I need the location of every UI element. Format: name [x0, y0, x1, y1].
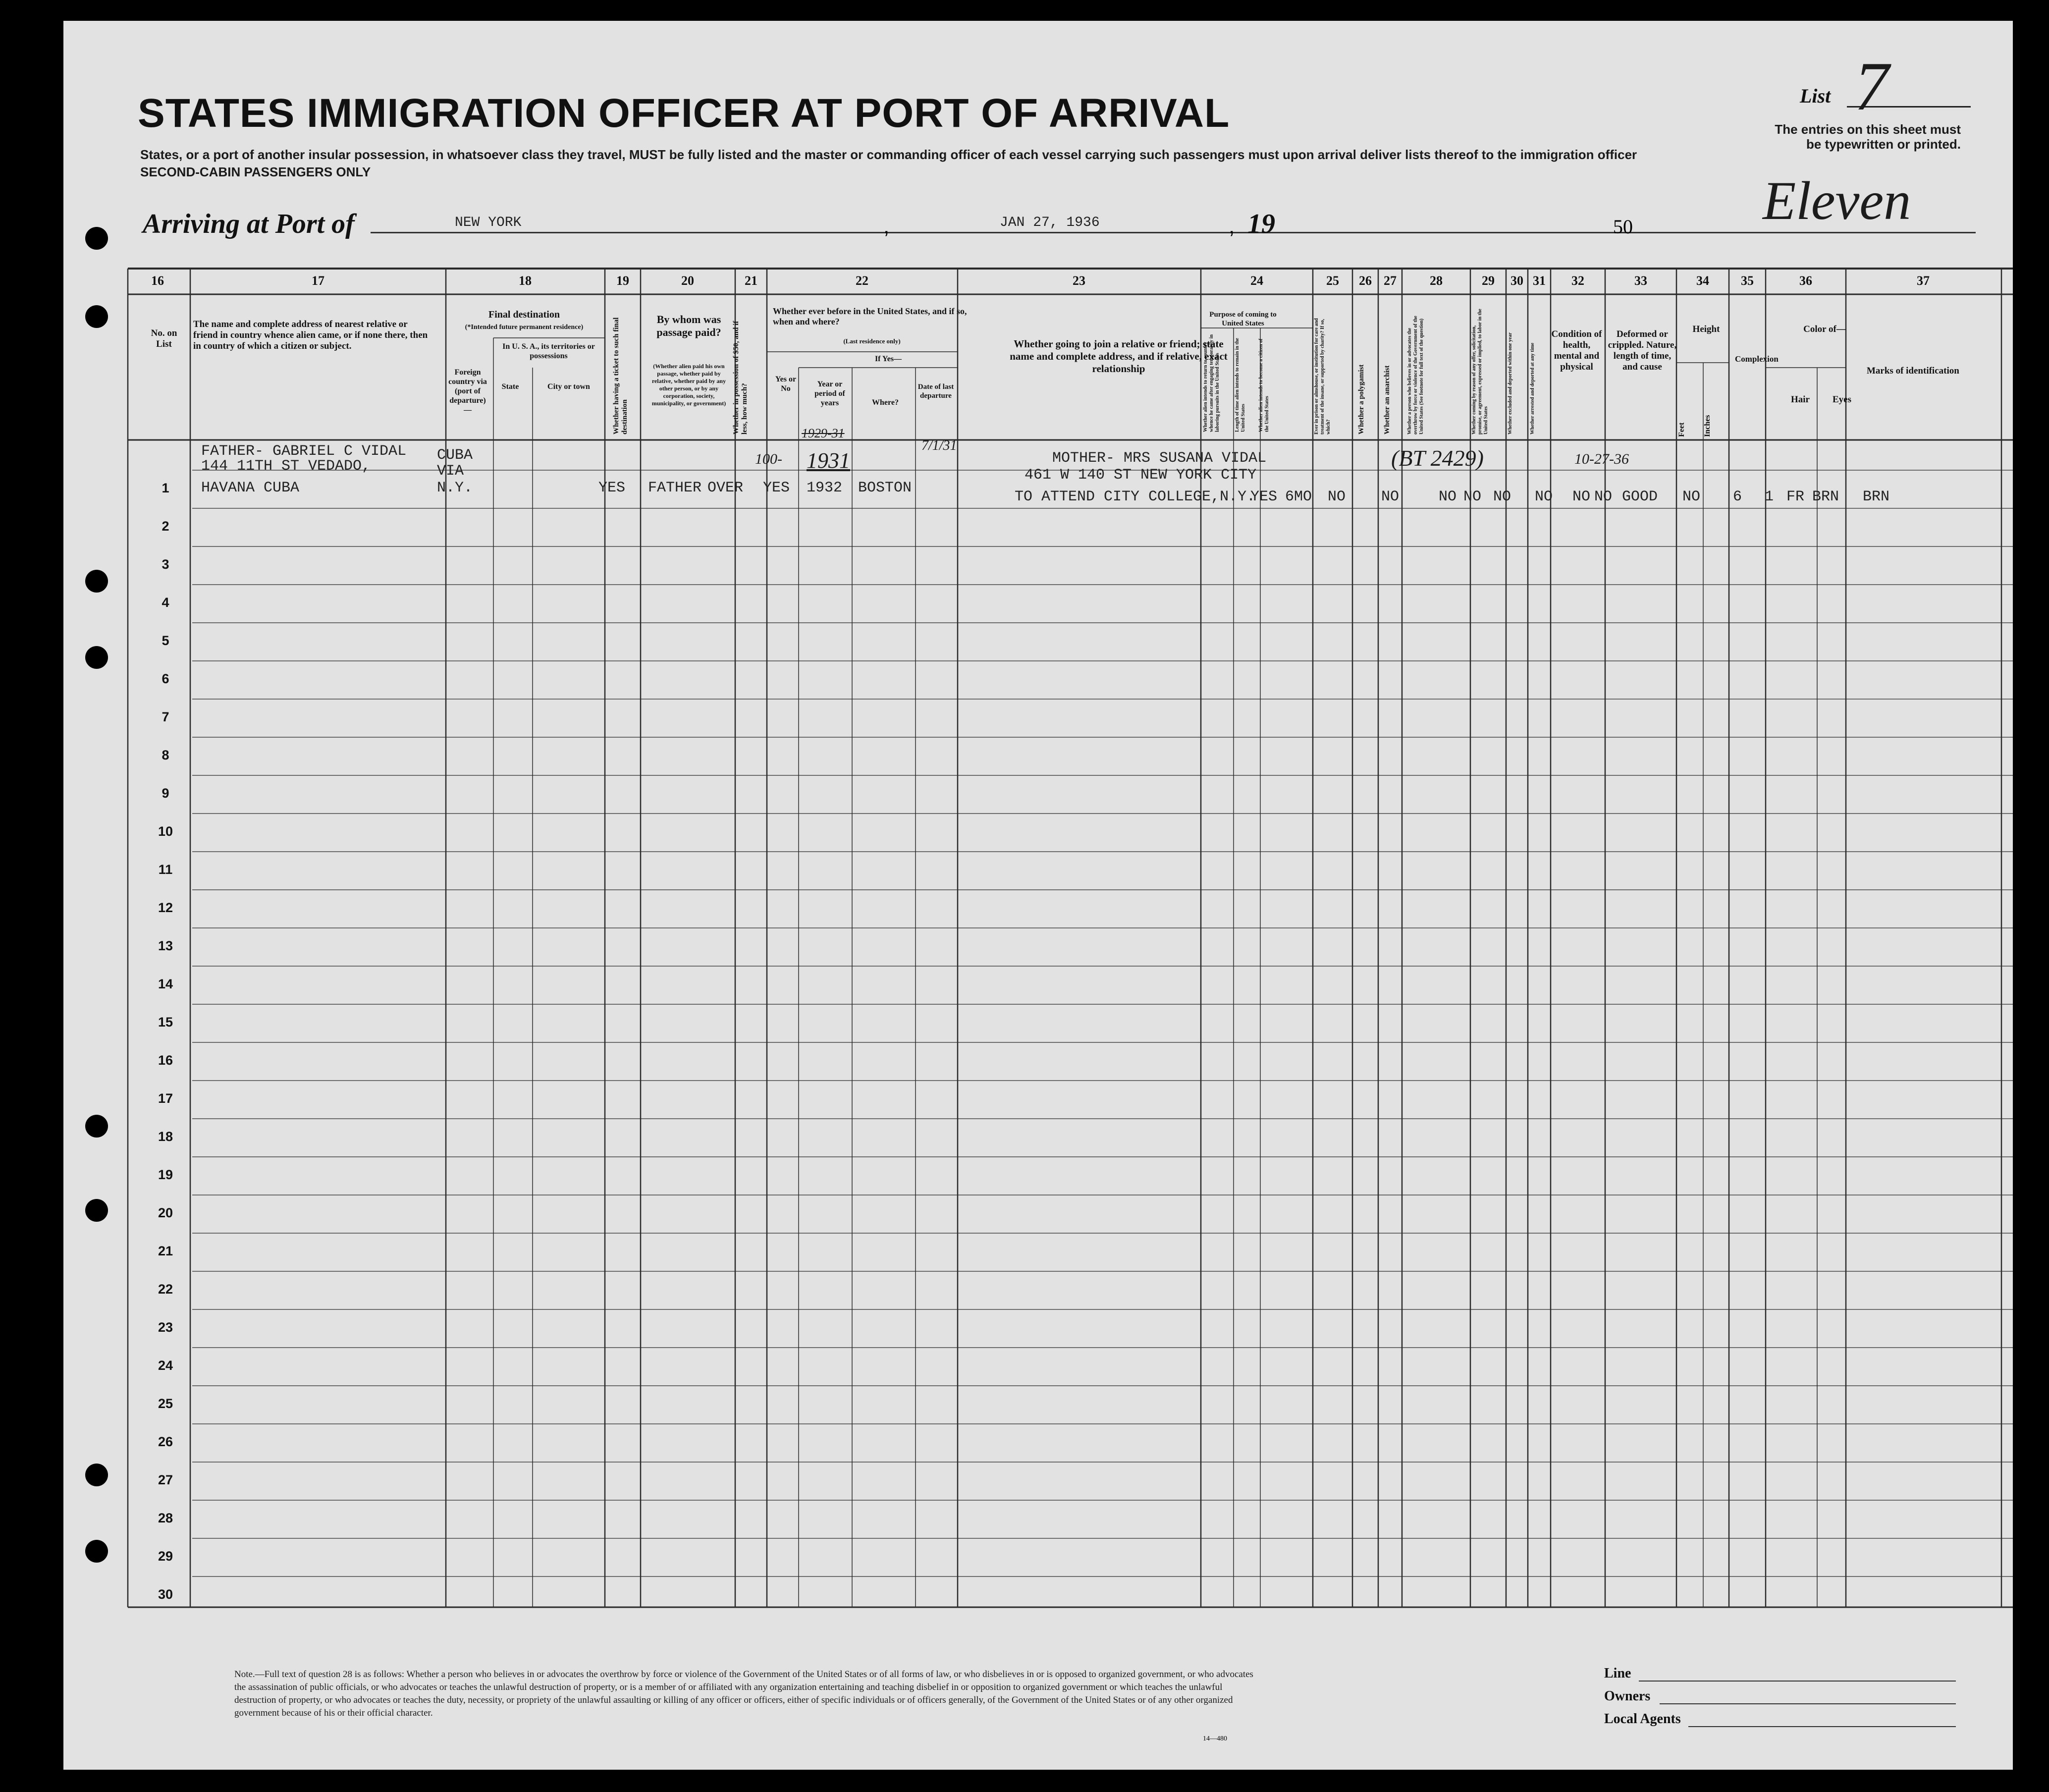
departure-handwritten: 7/1/31 — [921, 438, 957, 453]
arriving-label: Arriving at Port of — [143, 209, 355, 239]
footnote-text: Note.—Full text of question 28 is as follows: Whether a person who believes in or advocates the overthrow by force or violence of the Government of the United States or of all forms of law, or who disbelieves in or is opposed to organized government, or who advocates the assassination of public officials, or who advocates or teaches the unlawful destruction of property, or is a member of or affiliated with any organization entertaining and teaching disbelief in or opposition to organized government or which teaches the unlawful destruction of property, or who advocates or teaches the duty, necessity, or propriety of the unlawful assaulting or killing of any officer or officers, either of specific individuals or of officers generally, of the Government of the United States or of any other organized government because of his or their official character. — [234, 1669, 1253, 1718]
header-color-of: Color of— — [1803, 324, 1846, 334]
row-number: 19 — [158, 1167, 173, 1182]
header-city-town: City or town — [547, 382, 590, 391]
row-number: 8 — [162, 748, 169, 762]
foreign-line-2: VIA — [437, 463, 464, 480]
footnote-q28 — [234, 1668, 1265, 1720]
column-number: 20 — [681, 273, 694, 288]
header-passage-paid-sub: (Whether alien paid his own passage, whether paid by relative, whether paid by any other person, or by any corporation, society, municipality, or government) — [651, 363, 726, 407]
row-number: 11 — [158, 862, 173, 877]
row-number: 4 — [162, 595, 169, 610]
row-number: 15 — [158, 1015, 173, 1030]
list-number-handwritten: 7 — [1854, 48, 1889, 125]
citizen-value: NO — [1328, 489, 1346, 505]
header-return-intent: Whether alien intends to return to country whence he came after engaging temporarily in laboring pursuits in the United States — [1203, 334, 1220, 432]
ticket-value: YES — [598, 480, 626, 496]
column-number: 19 — [616, 273, 629, 288]
header-relative-address: The name and complete address of nearest relative or friend in country whence alien came, or if none there, then in country of which a citizen or subject. — [193, 319, 428, 351]
manifest-grid — [63, 21, 2013, 1770]
annotation-date-handwritten: 10-27-36 — [1574, 451, 1629, 467]
header-yes-or-no: Yes or No — [775, 375, 797, 393]
header-marks-identification: Marks of identification — [1867, 366, 1959, 376]
header-arrested: Whether arrested and deported at any time — [1530, 342, 1535, 434]
comma-mark: , — [883, 214, 890, 238]
local-agents-label: Local Agents — [1604, 1711, 1681, 1727]
column-number: 32 — [1571, 273, 1584, 288]
list-label: List — [1800, 85, 1831, 107]
joining-line-3: TO ATTEND CITY COLLEGE,N.Y. — [1015, 489, 1256, 505]
header-if-yes: If Yes— — [874, 355, 902, 363]
relative-line-2: 144 11TH ST VEDADO, — [201, 458, 371, 475]
where-value: BOSTON — [858, 480, 912, 496]
cabin-class-label: SECOND-CABIN PASSENGERS ONLY — [140, 164, 371, 179]
header-state: State — [501, 382, 519, 391]
row-number: 30 — [158, 1587, 173, 1602]
column-number: 23 — [1073, 273, 1085, 288]
row-number: 13 — [158, 938, 173, 953]
row-number: 5 — [162, 633, 169, 648]
row-number: 28 — [158, 1511, 173, 1525]
years-typed: 1932 — [807, 480, 843, 496]
row-number: 25 — [158, 1396, 173, 1411]
header-year-period: Year or period of years — [814, 380, 845, 407]
return-intent-value: YES — [1250, 489, 1278, 505]
anarchist-value: NO — [1463, 489, 1482, 505]
foreign-line-1: CUBA — [437, 447, 473, 464]
column-number: 33 — [1634, 273, 1647, 288]
row-number: 18 — [158, 1129, 173, 1144]
header-eyes: Eyes — [1833, 394, 1851, 405]
row-number: 17 — [158, 1091, 173, 1106]
relative-line-1: FATHER- GABRIEL C VIDAL — [201, 443, 407, 460]
header-inches: Inches — [1703, 415, 1712, 437]
row-number: 3 — [162, 557, 169, 572]
column-number: 37 — [1917, 273, 1930, 288]
column-number: 17 — [312, 273, 324, 288]
header-deformed: Deformed or crippled. Nature, length of time, and cause — [1608, 329, 1677, 372]
column-number: 22 — [856, 273, 868, 288]
column-number: 34 — [1696, 273, 1709, 288]
header-last-residence: (Last residence only) — [843, 337, 901, 345]
header-final-destination: Final destination — [488, 309, 560, 320]
years-handwritten: 1931 — [807, 448, 850, 473]
local-agents-field — [1688, 1726, 1956, 1727]
instructions-text: States, or a port of another insular possession, in whatsoever class they travel, MUST be fully listed and the master or commanding officer of each vessel carrying such passengers must upon arrival deliver lists thereof to the immigration officer — [140, 147, 1637, 162]
column-number: 18 — [519, 273, 532, 288]
header-where: Where? — [872, 398, 899, 407]
column-number: 29 — [1482, 273, 1495, 288]
header-height: Height — [1692, 324, 1720, 334]
header-money: Whether in possession of $50, and if less, how much? — [732, 321, 749, 434]
header-polygamist: Whether a polygamist — [1357, 364, 1365, 434]
joining-line-1: MOTHER- MRS SUSANA VIDAL — [1052, 450, 1267, 467]
year-prefix: 19 — [1247, 209, 1275, 239]
row-number: 26 — [158, 1434, 173, 1449]
hair-value: BRN — [1812, 489, 1839, 505]
prison-value: NO — [1381, 489, 1400, 505]
row-number: 6 — [162, 671, 169, 686]
sheet-count: 50 — [1613, 216, 1633, 238]
row-number: 24 — [158, 1358, 173, 1373]
joining-line-2: 461 W 140 ST NEW YORK CITY — [1024, 467, 1257, 484]
header-prison: Ever in prison or almshouse, or institution for care and treatment of the insane, or supported by charity? If so, which? — [1314, 318, 1331, 434]
eyes-value: BRN — [1863, 489, 1890, 505]
excluded-value: NO — [1572, 489, 1591, 505]
date-value: JAN 27, 1936 — [1000, 215, 1100, 230]
header-citizen-intent: Whether alien intends to become a citizen of the United States — [1258, 338, 1270, 432]
handwritten-count: Eleven — [1763, 170, 1911, 231]
header-no-on-list: No. on List — [151, 328, 177, 349]
row-number: 16 — [158, 1053, 173, 1068]
page-title: STATES IMMIGRATION OFFICER AT PORT OF ARRIVAL — [138, 91, 1230, 136]
owners-field — [1660, 1703, 1956, 1704]
row-number: 20 — [158, 1205, 173, 1220]
column-number: 25 — [1326, 273, 1339, 288]
header-hair: Hair — [1791, 394, 1810, 405]
column-number: 24 — [1250, 273, 1263, 288]
header-ever-before: Whether ever before in the United States, and if so, when and where? — [773, 306, 967, 326]
form-number: 14—480 — [1203, 1735, 1227, 1742]
column-number: 27 — [1384, 273, 1397, 288]
column-number: 35 — [1741, 273, 1754, 288]
header-anarchist: Whether an anarchist — [1383, 365, 1391, 434]
row-number: 2 — [162, 519, 169, 534]
labor-offer-value: NO — [1535, 489, 1553, 505]
length-stay-value: 6MO — [1285, 489, 1312, 505]
row-number: 27 — [158, 1472, 173, 1487]
entries-note: The entries on this sheet must be typewritten or printed. — [1775, 122, 1961, 152]
header-overthrow: Whether a person who believes in or advocates the overthrow by force or violence of the Government of the United States (See footnote for full text of the question) — [1407, 316, 1424, 434]
header-excluded: Whether excluded and deported within one year — [1508, 332, 1513, 434]
header-foreign-country: Foreign country via (port of departure)— — [448, 368, 487, 414]
header-complexion: Complexion — [1735, 354, 1779, 364]
line-label: Line — [1604, 1666, 1631, 1681]
inches-value: 1 — [1765, 489, 1774, 505]
feet-value: 6 — [1733, 489, 1742, 505]
header-joining-relative: Whether going to join a relative or friend; state name and complete address, and if relative, exact relationship — [1010, 338, 1228, 375]
been-before-value: YES — [763, 480, 790, 496]
comma-mark: , — [1229, 214, 1235, 238]
header-health: Condition of health, mental and physical — [1551, 329, 1602, 372]
column-number: 31 — [1533, 273, 1546, 288]
row-number: 23 — [158, 1320, 173, 1335]
manifest-sheet — [63, 21, 2013, 1770]
header-ticket: Whether having a ticket to such final destination — [612, 317, 629, 434]
years-handwritten-top: 1929-31 — [802, 426, 845, 440]
header-length-stay: Length of time alien intends to remain in the United States — [1235, 338, 1246, 432]
row-number: 7 — [162, 709, 169, 724]
row-number: 1 — [162, 481, 169, 495]
owners-label: Owners — [1604, 1688, 1651, 1704]
health-value: GOOD — [1622, 489, 1658, 505]
complexion-value: FR — [1786, 489, 1805, 505]
header-purpose: Purpose of coming to United States — [1209, 311, 1277, 327]
header-passage-paid: By whom was passage paid? — [656, 313, 721, 338]
row-number: 21 — [158, 1244, 173, 1258]
column-number: 30 — [1510, 273, 1523, 288]
overthrow-value: NO — [1493, 489, 1511, 505]
arrested-value: NO — [1594, 489, 1613, 505]
polygamist-value: NO — [1439, 489, 1457, 505]
passage-paid-value: FATHER — [648, 480, 702, 496]
deformed-value: NO — [1682, 489, 1701, 505]
header-labor-offer: Whether coming by reason of any offer, solicitation, promise, or agreement, expressed or implied, to labor in the United States — [1471, 309, 1489, 434]
row-number: 12 — [158, 900, 173, 915]
annotation-handwritten: (BT 2429) — [1391, 445, 1484, 471]
row-number: 29 — [158, 1549, 173, 1564]
row-number: 22 — [158, 1282, 173, 1297]
header-in-usa: In U. S. A., its territories or possessions — [502, 342, 595, 360]
header-date-departure: Date of last departure — [917, 383, 954, 400]
column-number: 21 — [745, 273, 757, 288]
column-number: 16 — [151, 273, 164, 288]
row-number: 9 — [162, 786, 169, 801]
header-feet: Feet — [1677, 422, 1686, 437]
relative-line-3: HAVANA CUBA — [201, 480, 300, 496]
header-final-destination-sub: (*Intended future permanent residence) — [465, 324, 584, 331]
money-handwritten: 100- — [755, 451, 782, 467]
row-number: 14 — [158, 977, 173, 991]
port-value: NEW YORK — [455, 215, 522, 230]
row-number: 10 — [158, 824, 173, 839]
line-field — [1639, 1681, 1956, 1682]
column-number: 26 — [1359, 273, 1372, 288]
money-value: OVER — [707, 480, 744, 496]
foreign-line-3: N.Y. — [437, 480, 473, 496]
column-number: 36 — [1799, 273, 1812, 288]
column-number: 28 — [1430, 273, 1443, 288]
